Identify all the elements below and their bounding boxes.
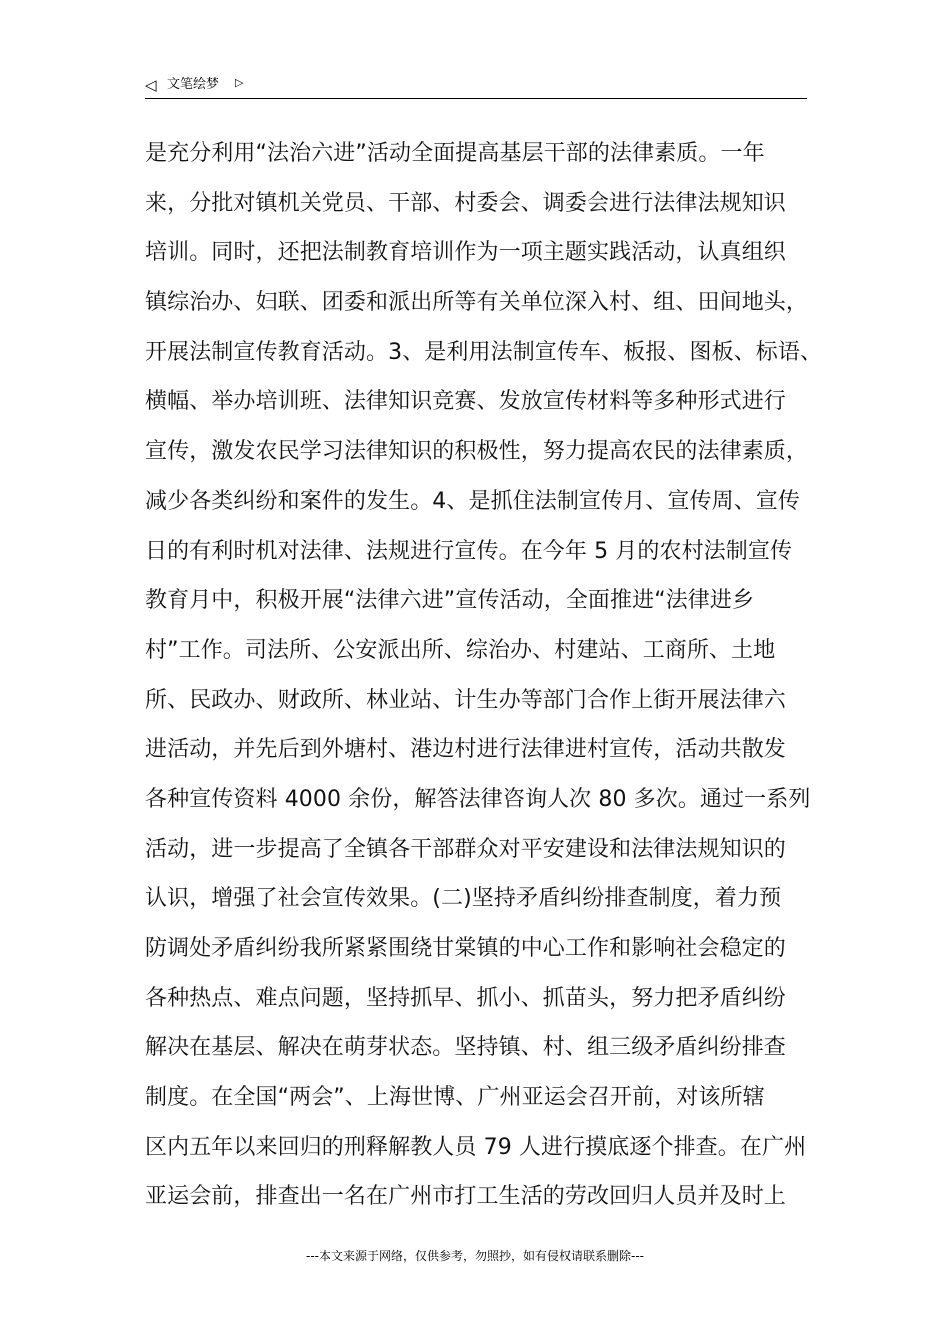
body-line: 活动，进一步提高了全镇各干部群众对平安建设和法律法规知识的 bbox=[145, 836, 786, 862]
body-line: 区内五年以来回归的刑释解教人员 79 人进行摸底逐个排查。在广州 bbox=[145, 1134, 807, 1160]
body-line: 所、民政办、财政所、林业站、计生办等部门合作上街开展法律六 bbox=[145, 687, 786, 713]
body-line: 防调处矛盾纠纷我所紧紧围绕甘棠镇的中心工作和影响社会稳定的 bbox=[145, 936, 786, 961]
body-line: 培训。同时，还把法制教育培训作为一项主题实践活动，认真组织 bbox=[145, 240, 786, 266]
body-line: 亚运会前，排查出一名在广州市打工生活的劳改回归人员并及时上 bbox=[145, 1184, 786, 1210]
body-line: 教育月中，积极开展“法律六进”宣传活动，全面推进“法律进乡 bbox=[145, 588, 755, 614]
body-line: 村”工作。司法所、公安派出所、综治办、村建站、工商所、土地 bbox=[145, 637, 776, 663]
body-line: 解决在基层、解决在萌芽状态。坚持镇、村、组三级矛盾纠纷排查 bbox=[145, 1035, 786, 1061]
body-line: 减少各类纠纷和案件的发生。4、是抓住法制宣传月、宣传周、宣传 bbox=[145, 488, 800, 514]
body-line: 进活动，并先后到外塘村、港边村进行法律进村宣传，活动共散发 bbox=[145, 737, 786, 763]
body-line: 日的有利时机对法律、法规进行宣传。在今年 5 月的农村法制宣传 bbox=[145, 538, 793, 564]
body-line: 来，分批对镇机关党员、干部、村委会、调委会进行法律法规知识 bbox=[145, 190, 786, 216]
body-line: 横幅、举办培训班、法律知识竞赛、发放宣传材料等多种形式进行 bbox=[145, 389, 786, 415]
header-brand: 文笔绘梦 bbox=[167, 77, 220, 92]
body-line: 开展法制宣传教育活动。3、是利用法制宣传车、板报、图板、标语、 bbox=[145, 339, 823, 365]
left-triangle-icon: ◁ bbox=[145, 76, 157, 94]
body-line: 各种热点、难点问题，坚持抓早、抓小、抓苗头，努力把矛盾纠纷 bbox=[145, 985, 786, 1011]
body-line: 是充分利用“法治六进”活动全面提高基层干部的法律素质。一年 bbox=[145, 141, 765, 166]
body-line: 镇综治办、妇联、团委和派出所等有关单位深入村、组、田间地头， bbox=[145, 290, 809, 316]
right-triangle-icon: ▷ bbox=[235, 76, 244, 89]
body-line: 各种宣传资料 4000 余份，解答法律咨询人次 80 多次。通过一系列 bbox=[145, 786, 811, 812]
body-text bbox=[145, 129, 823, 1222]
body-line: 宣传，激发农民学习法律知识的积极性，努力提高农民的法律素质， bbox=[145, 439, 809, 465]
body-line: 制度。在全国“两会”、上海世博、广州亚运会召开前，对该所辖 bbox=[145, 1085, 765, 1111]
page-header bbox=[145, 74, 807, 99]
page-footer: ---本文来源于网络，仅供参考，勿照抄，如有侵权请联系删除--- bbox=[306, 1249, 644, 1263]
body-line: 认识，增强了社会宣传效果。(二)坚持矛盾纠纷排查制度，着力预 bbox=[145, 886, 782, 912]
